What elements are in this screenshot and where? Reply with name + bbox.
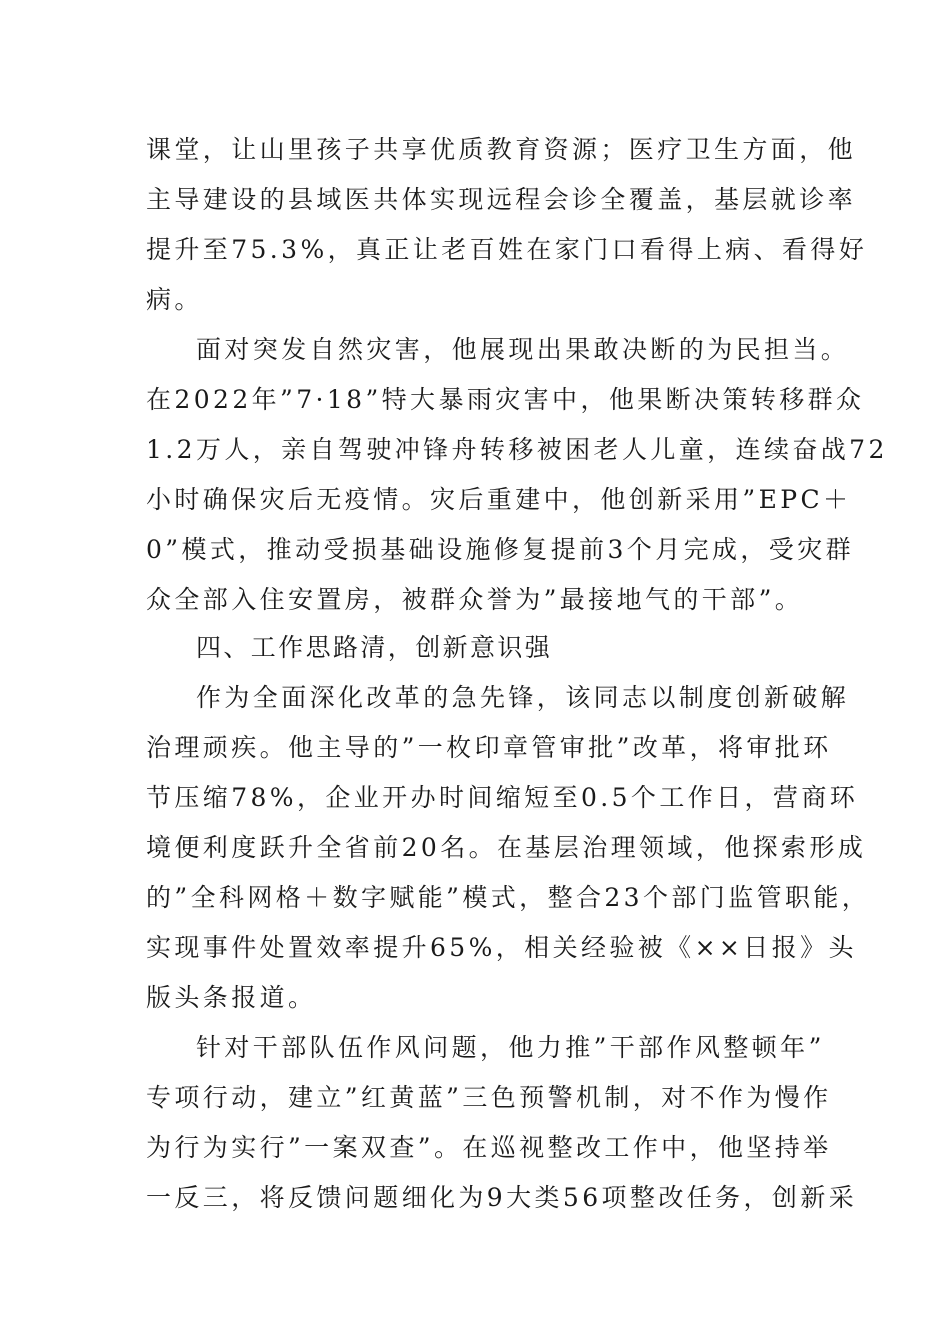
paragraph-4-line-2: 专项行动，建立”红黄蓝”三色预警机制，对不作为慢作: [146, 1083, 832, 1112]
paragraph-3-line-2: 治理顽疾。他主导的”一枚印章管审批”改革，将审批环: [146, 733, 832, 762]
paragraph-3-line-6: 实现事件处置效率提升65%，相关经验被《××日报》头: [146, 933, 857, 962]
paragraph-2-line-6: 众全部入住安置房，被群众誉为”最接地气的干部”。: [146, 585, 804, 614]
paragraph-3-line-7: 版头条报道。: [146, 983, 317, 1012]
paragraph-4-line-4: 一反三，将反馈问题细化为9大类56项整改任务，创新采: [146, 1183, 858, 1212]
paragraph-2-line-2: 在2022年”7·18”特大暴雨灾害中，他果断决策转移群众: [146, 385, 865, 414]
paragraph-1-line-3: 提升至75.3%，真正让老百姓在家门口看得上病、看得好: [146, 235, 868, 264]
paragraph-2-line-5: 0”模式，推动受损基础设施修复提前3个月完成，受灾群: [146, 535, 854, 564]
paragraph-4-line-1: 针对干部队伍作风问题，他力推”干部作风整顿年”: [196, 1033, 825, 1062]
paragraph-3-line-4: 境便利度跃升全省前20名。在基层治理领域，他探索形成: [146, 833, 867, 862]
paragraph-3-line-3: 节压缩78%，企业开办时间缩短至0.5个工作日，营商环: [146, 783, 859, 812]
paragraph-3-line-5: 的”全科网格＋数字赋能”模式，整合23个部门监管职能，: [146, 883, 871, 912]
paragraph-4-line-3: 为行为实行”一案双查”。在巡视整改工作中，他坚持举: [146, 1133, 832, 1162]
paragraph-1-line-2: 主导建设的县域医共体实现远程会诊全覆盖，基层就诊率: [146, 185, 857, 214]
paragraph-3-line-1: 作为全面深化改革的急先锋，该同志以制度创新破解: [196, 683, 850, 712]
paragraph-2-line-4: 小时确保灾后无疫情。灾后重建中，他创新采用”EPC＋: [146, 485, 852, 514]
paragraph-2-line-1: 面对突发自然灾害，他展现出果敢决断的为民担当。: [196, 335, 850, 364]
paragraph-1-line-1: 课堂，让山里孩子共享优质教育资源；医疗卫生方面，他: [146, 135, 857, 164]
paragraph-1-line-4: 病。: [146, 285, 203, 314]
section-heading-4: 四、工作思路清，创新意识强: [196, 633, 553, 662]
paragraph-2-line-3: 1.2万人，亲自驾驶冲锋舟转移被困老人儿童，连续奋战72: [146, 435, 888, 464]
